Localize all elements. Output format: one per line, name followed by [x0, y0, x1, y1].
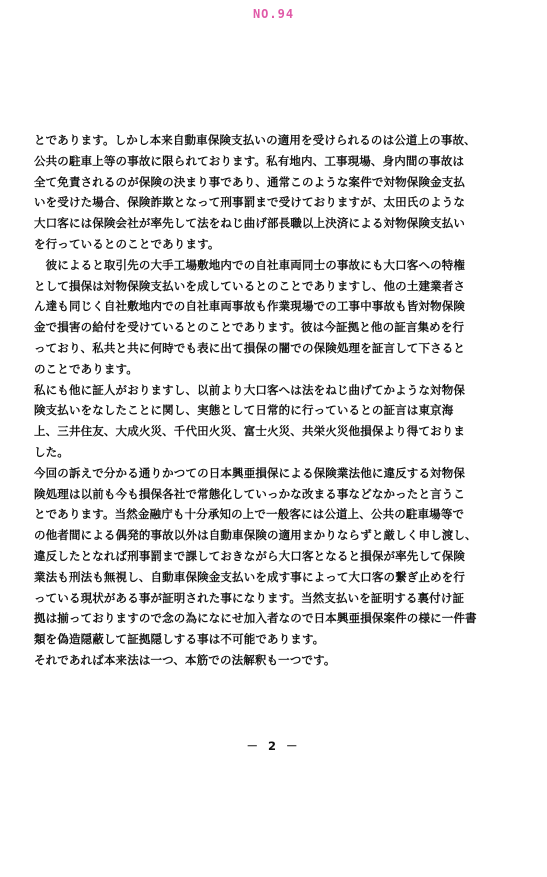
text-line: とであります。しかし本来自動車保険支払いの適用を受けられるのは公道上の事故、	[34, 133, 476, 147]
page-number: NO.94	[252, 7, 295, 21]
text-line: 今回の訴えで分かる通りかつての日本興亜損保による保険業法他に違反する対物保	[34, 465, 466, 480]
text-line: 違反したとなれば刑事罰まで課しておきながら大口客となると損保が率先して保険	[34, 548, 466, 563]
text-line: の他者間による偶発的事故以外は自動車保険の適用まかりならずと厳しく申し渡し、	[34, 528, 477, 543]
text-line: 業法も刑法も無視し、自動車保険金支払いを成す事によって大口客の繋ぎ止めを行	[34, 569, 466, 584]
text-line: 私にも他に証人がおりますし、以前より大口客へは法をねじ曲げてかような対物保	[34, 382, 466, 397]
text-line: 上、三井住友、大成火災、千代田火災、富士火災、共栄火災他損保より得ておりま	[34, 424, 466, 439]
document-body	[34, 130, 524, 671]
text-line: 全て免責されるのが保険の決まり事であり、通常このような案件で対物保険金支払	[34, 174, 466, 189]
text-line: 大口客には保険会社が率先して法をねじ曲げ部長職以上決済による対物保険支払い	[34, 216, 466, 231]
text-line: っている現状がある事が証明された事になります。当然支払いを証明する裏付け証	[34, 590, 465, 605]
text-line: 金で損害の給付を受けているとのことであります。彼は今証拠と他の証言集めを行	[34, 320, 465, 335]
text-line: っており、私共と共に何時でも表に出て損保の闇での保険処理を証言して下さると	[34, 340, 466, 355]
text-line: とであります。当然金融庁も十分承知の上で一般客には公道上、公共の駐車場等で	[34, 507, 465, 522]
text-line: いを受けた場合、保険詐欺となって刑事罰まで受けておりますが、太田氏のような	[34, 195, 466, 210]
text-line: 険支払いをなしたことに関し、実態として日常的に行っているとの証言は東京海	[34, 403, 454, 418]
text-line: 険処理は以前も今も損保各社で常態化していっかな改まる事などなかったと言うこ	[34, 486, 466, 501]
footer-page-number: － 2 －	[246, 739, 301, 753]
text-line: のことであります。	[34, 361, 138, 376]
text-line: 彼によると取引先の大手工場敷地内での自社車両同士の事故にも大口客への特権	[34, 257, 466, 272]
text-line: 拠は揃っておりますので念の為になにせ加入者なので日本興亜損保案件の様に一件書	[34, 611, 477, 626]
text-line: 公共の駐車上等の事故に限られております。私有地内、工事現場、身内間の事故は	[34, 153, 465, 168]
text-line: ん達も同じく自社敷地内での自社車両事故も作業現場での工事中事故も皆対物保険	[34, 299, 466, 314]
text-line: として損保は対物保険支払いを成しているとのことでありますし、他の土建業者さ	[34, 278, 466, 293]
text-line: 類を偽造隠蔽して証拠隠しする事は不可能であります。	[34, 632, 325, 647]
text-line: した。	[34, 444, 69, 459]
text-line: それであれば本来法は一つ、本筋での法解釈も一つです。	[34, 652, 336, 667]
text-line: を行っているとのことであります。	[34, 236, 220, 251]
